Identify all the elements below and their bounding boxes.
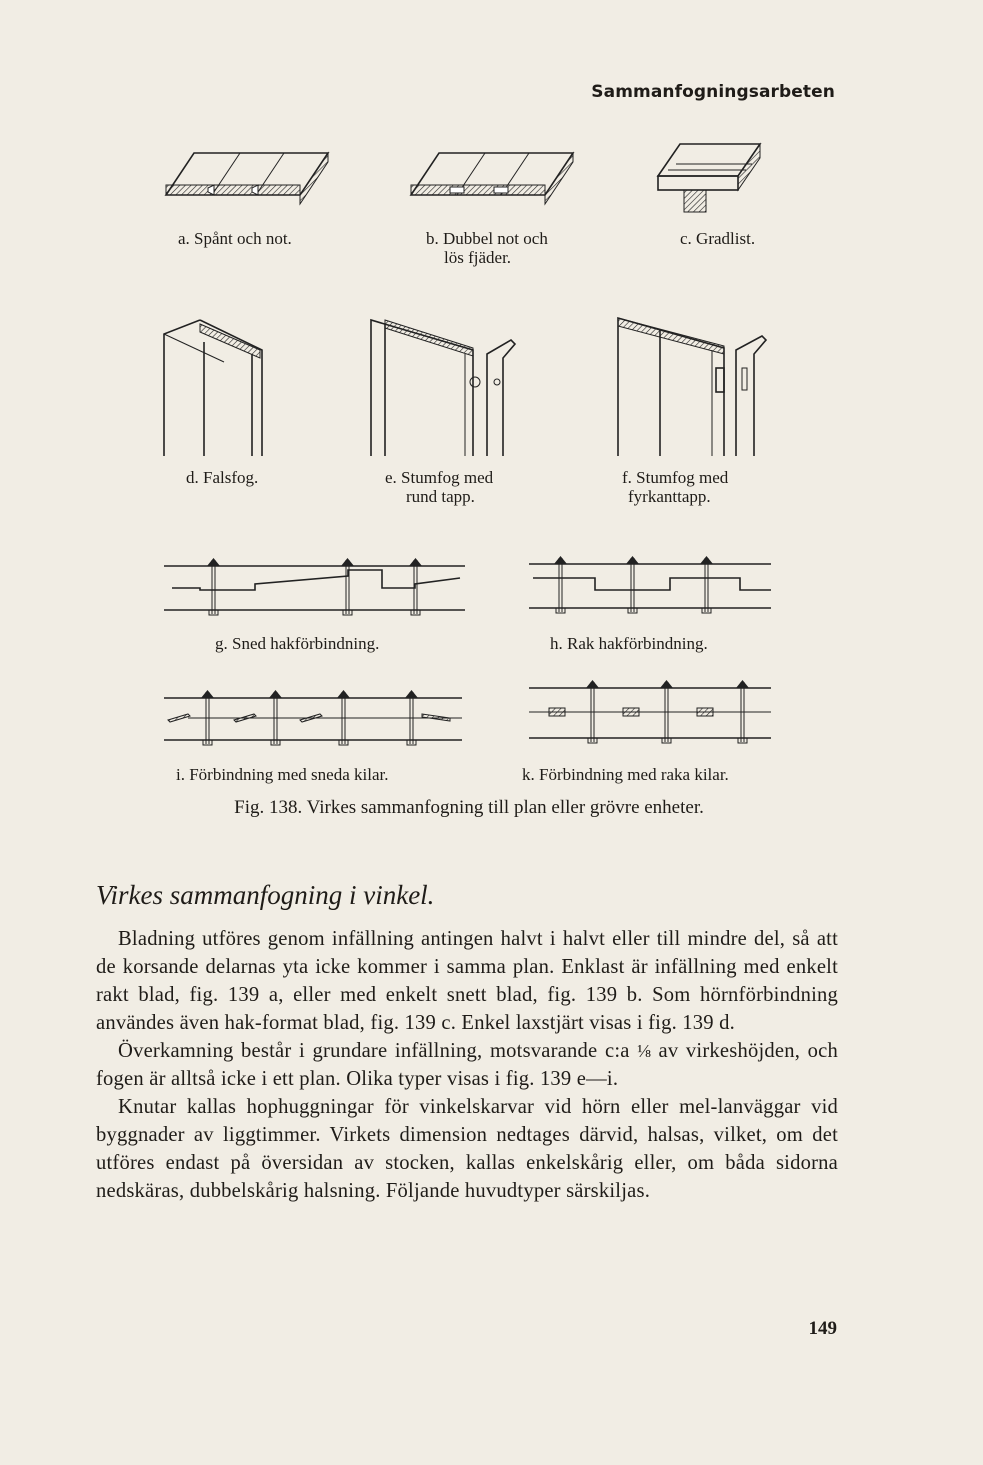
paragraph-3: Knutar kallas hophuggningar för vinkelskarvar vid hörn eller mel-lanväggar vid byggnader av liggtimmer. Virkets dimension nedtages därvid, halsas, vilket, om det utföres endast på översidan av stocken, kallas enkelskårig eller, om båda sidorna nedskäras, dubbelskårig halsning. Följande huvudtyper särskiljas. [96, 1096, 838, 1202]
running-head: Sammanfogningsarbeten [591, 82, 835, 102]
figure-h-label: h. Rak hakförbindning. [550, 634, 708, 653]
figure-k-straight-wedges [525, 676, 775, 748]
figure-b-label-line1: b. Dubbel not och [426, 229, 548, 248]
figure-c-label: c. Gradlist. [680, 229, 756, 248]
figure-i-oblique-wedges [160, 684, 470, 750]
figure-f-label [622, 468, 728, 506]
figure-caption: Fig. 138. Virkes sammanfogning till plan eller grövre enheter. [234, 797, 704, 818]
fraction-one-eighth: ⅛ [637, 1041, 651, 1061]
figure-b-double-groove [405, 148, 580, 208]
figure-b-label [426, 229, 548, 267]
figure-g-oblique-hook [160, 548, 475, 618]
figure-a-tongue-groove [160, 148, 335, 208]
paragraph-2-start: Överkamning består i grundare infällning, motsvarande c:a [118, 1040, 638, 1062]
figure-f-label-line2: fyrkanttapp. [628, 487, 711, 506]
paragraph-2 [96, 1037, 838, 1093]
figure-e-label [385, 468, 493, 506]
figure-c-batten [648, 138, 768, 218]
figure-e-round-dowel [365, 310, 540, 460]
section-heading: Virkes sammanfogning i vinkel. [96, 880, 435, 910]
body-text [96, 925, 838, 1205]
figure-g-label: g. Sned hakförbindning. [215, 634, 380, 653]
figure-e-label-line2: rund tapp. [406, 487, 475, 506]
figure-e-label-line1: e. Stumfog med [385, 468, 494, 487]
paragraph-2-end: av virkeshöjden, och fogen är alltså icke i ett plan. Olika typer visas i fig. 139 e—i. [96, 1040, 838, 1090]
figure-d-label: d. Falsfog. [186, 468, 259, 487]
paragraph-1: Bladning utföres genom infällning antingen halvt i halvt eller till mindre del, så att de korsande delarnas yta icke kommer i samma plan. Enklast är infällning med enkelt rakt blad, fig. 139 a, eller med enkelt snett blad, fig. 139 b. Som hörnförbindning användes även hak-format blad, fig. 139 c. Enkel laxstjärt visas i fig. 139 d. [96, 928, 838, 1034]
figure-h-straight-hook [525, 548, 775, 618]
figure-f-label-line1: f. Stumfog med [622, 468, 729, 487]
figure-b-label-line2: lös fjäder. [444, 248, 512, 267]
figure-i-label: i. Förbindning med sneda kilar. [176, 765, 389, 784]
figure-a-label: a. Spånt och not. [178, 229, 292, 248]
figure-d-rebate-joint [160, 310, 275, 460]
figure-f-square-dowel [612, 310, 777, 460]
figure-k-label: k. Förbindning med raka kilar. [522, 765, 729, 784]
page-number: 149 [808, 1318, 837, 1339]
